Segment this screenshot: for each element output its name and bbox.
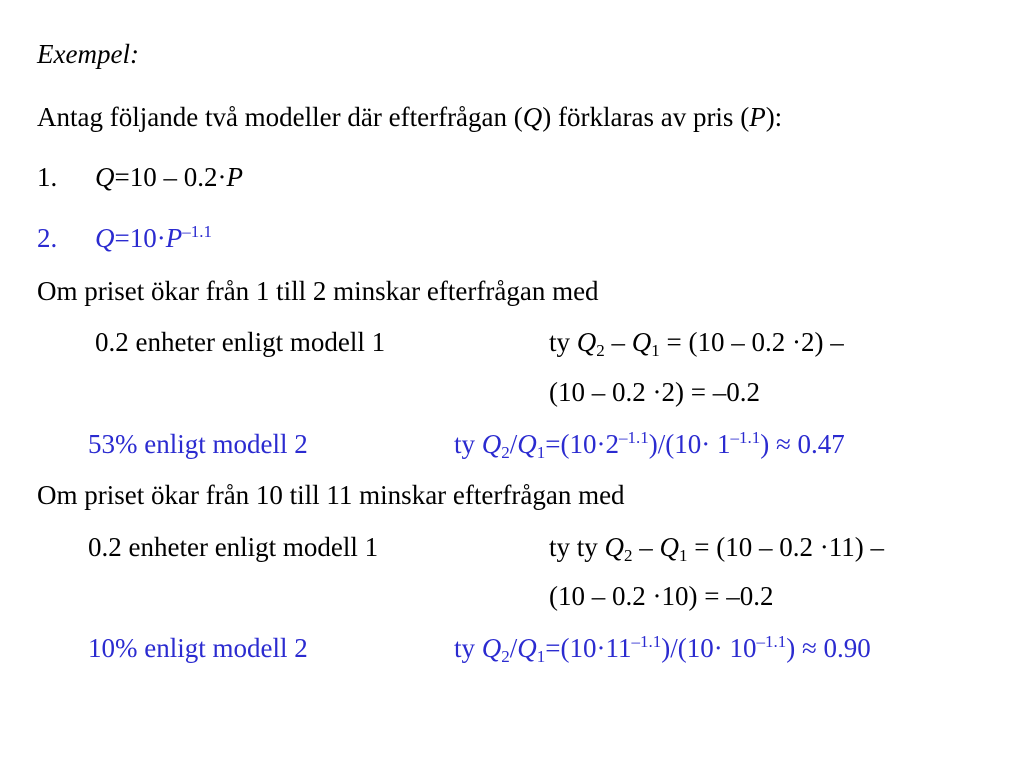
case-1-model-2-expression: ty $Q_2/Q_1=(10\cdot 2^{-1.1})/(10\cdot 1^{-1.1}) \approx 0.47$	[454, 428, 845, 462]
model-2-exponent: –1.1	[182, 222, 212, 241]
model-1-eq: =10 – 0.2·	[114, 162, 227, 192]
slide-heading	[37, 38, 139, 70]
case-2-model-1-label: 0.2 enheter enligt modell 1	[88, 532, 379, 562]
model-2-eq: =10·	[114, 223, 166, 253]
intro-symbol-p: P	[749, 102, 766, 132]
case-2-model-2-label: 10% enligt modell 2	[88, 633, 308, 663]
model-1-number: 1.	[37, 162, 58, 192]
intro-text-b: ) förklaras av pris (	[542, 102, 750, 132]
model-1-p: P	[226, 162, 243, 192]
case-1-model-1-label: 0.2 enheter enligt modell 1	[95, 327, 386, 357]
model-2-number: 2.	[37, 223, 58, 253]
case-1-model-1-expression: ty $Q_2 - Q_1 = (10 - 0.2 \cdot 2)$ –	[549, 327, 844, 360]
heading-text: Exempel:	[37, 39, 139, 69]
case-1-intro: Om priset ökar från 1 till 2 minskar efterfrågan med	[37, 276, 599, 306]
intro-symbol-q: Q	[522, 102, 543, 132]
intro-text-c: ):	[765, 102, 783, 132]
case-2-model-1-expression-cont: (10 – 0.2 ·10) = –0.2	[549, 581, 774, 611]
intro-sentence	[37, 101, 782, 133]
case-1-model-1-expression-cont: (10 – 0.2 ·2) = –0.2	[549, 377, 760, 407]
model-1-formula	[95, 161, 243, 193]
case-2-model-1-expression: ty ty $Q_2 - Q_1 = (10 - 0.2 \cdot 11)$ –	[549, 532, 884, 565]
model-2-q: Q	[95, 223, 115, 253]
model-2-p: P	[165, 223, 183, 253]
intro-text-a: Antag följande två modeller där efterfrågan (	[37, 102, 523, 132]
model-1-q: Q	[95, 162, 115, 192]
case-1-model-2-label: 53% enligt modell 2	[88, 429, 308, 459]
case-2-model-2-expression: ty $Q_2/Q_1=(10\cdot 11^{-1.1})/(10\cdot 10^{-1.1}) \approx 0.90$	[454, 632, 871, 666]
case-2-intro: Om priset ökar från 10 till 11 minskar efterfrågan med	[37, 480, 625, 510]
model-2-formula	[95, 222, 212, 254]
